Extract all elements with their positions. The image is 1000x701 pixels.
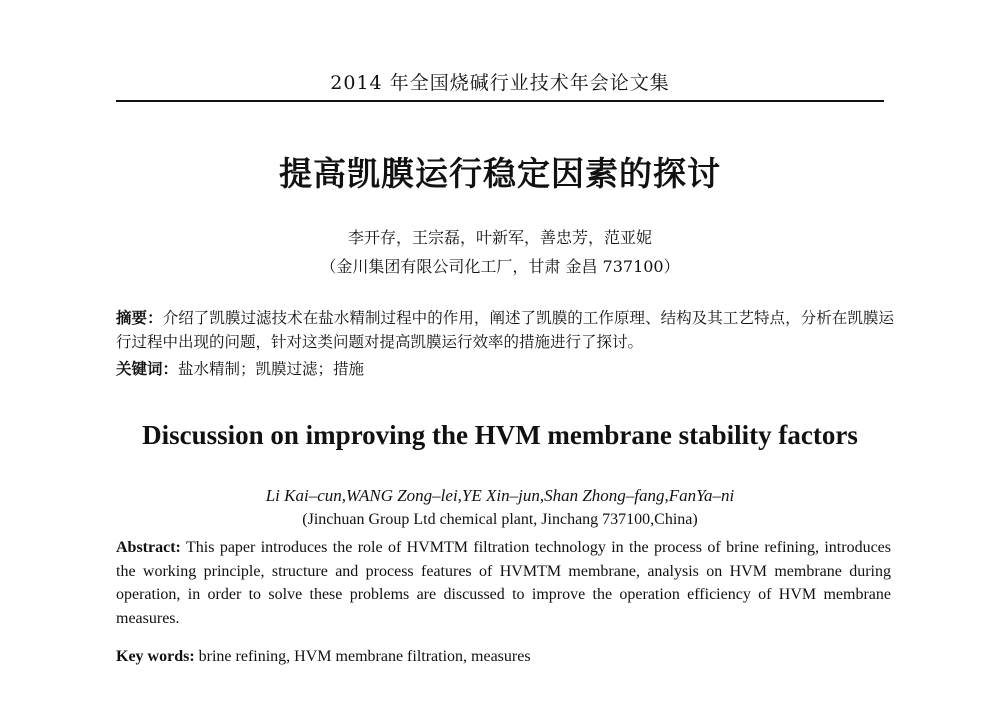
chinese-abstract-text: 介绍了凯膜过滤技术在盐水精制过程中的作用，阐述了凯膜的工作原理、结构及其工艺特点，分析在凯膜运行过程中出现的问题，针对这类问题对提高凯膜运行效率的措施进行了探讨。 <box>116 309 894 351</box>
english-keywords-label: Key words: <box>116 648 195 665</box>
chinese-title: 提高凯膜运行稳定因素的探讨 <box>279 154 721 193</box>
english-abstract-label: Abstract: <box>116 539 181 556</box>
header-text: 2014 年全国烧碱行业技术年会论文集 <box>330 72 670 94</box>
english-authors: Li Kai–cun,WANG Zong–lei,YE Xin–jun,Shan Zhong–fang,FanYa–ni <box>265 486 735 505</box>
english-title: Discussion on improving the HVM membrane stability factors <box>142 420 858 450</box>
chinese-keywords-label: 关键词： <box>116 360 179 378</box>
chinese-abstract <box>116 306 894 354</box>
running-header <box>116 70 884 102</box>
chinese-keywords-text: 盐水精制；凯膜过滤；措施 <box>178 360 365 378</box>
english-affiliation: (Jinchuan Group Ltd chemical plant, Jinchang 737100,China) <box>302 511 698 528</box>
chinese-affiliation: （金川集团有限公司化工厂，甘肃 金昌 737100） <box>320 257 680 276</box>
english-abstract-text: This paper introduces the role of HVMTM filtration technology in the process of brine refining, introduces the working principle, structure and process features of HVMTM membrane, analysis on HVM membrane during operation, in order to solve these problems are discussed to improve the operation efficiency of HVM membrane measures. <box>116 539 892 627</box>
english-keywords-text: brine refining, HVM membrane filtration, measures <box>198 648 531 665</box>
english-keywords <box>116 648 891 666</box>
chinese-authors: 李开存，王宗磊，叶新军，善忠芳，范亚妮 <box>347 228 652 247</box>
english-abstract <box>116 536 891 630</box>
chinese-abstract-label: 摘要： <box>116 309 163 327</box>
chinese-keywords <box>116 357 894 379</box>
